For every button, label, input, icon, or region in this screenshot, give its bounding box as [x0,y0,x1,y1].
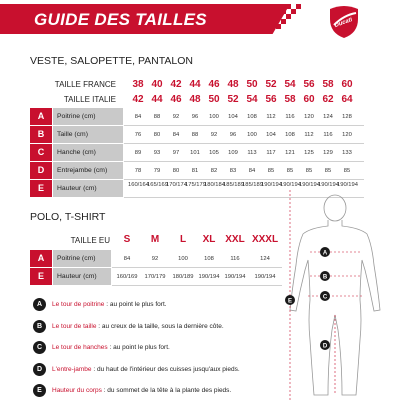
france-size: 38 [132,79,144,90]
table-cell: 124 [323,114,333,120]
table-cell: 120 [342,132,352,138]
eu-size: S [123,234,131,245]
legend-highlight: Hauteur du corps [52,387,102,394]
row-letter: E [30,268,52,285]
row-label: Hanche (cm) [53,144,123,161]
section-title-polo: POLO, T-SHIRT [30,211,106,223]
table-cell: 80 [172,168,180,174]
row-label: Poitrine (cm) [53,108,123,125]
table-cell: 108 [247,114,257,120]
table-cell: 185/189 [242,182,263,188]
table-cell: 81 [191,168,199,174]
table-cell: 96 [229,132,237,138]
table-cell: 76 [134,132,142,138]
eu-size: XXL [225,234,245,245]
table-cell: 113 [247,150,257,156]
row-letter: D [30,162,52,179]
france-size: 54 [284,79,296,90]
legend-item [52,366,240,373]
table-cell: 100 [247,132,257,138]
italie-size: 62 [322,94,334,105]
page-title: GUIDE DES TAILLES [34,10,207,29]
table-cell: 79 [153,168,161,174]
france-size: 50 [246,79,258,90]
table-cell: 190/194 [224,274,246,280]
legend-item [52,301,167,308]
svg-text:D: D [322,343,328,350]
legend-description: : au point le plus fort. [104,301,167,308]
italie-size: 64 [341,94,353,105]
france-size: 40 [151,79,163,90]
table-cell: 97 [172,150,180,156]
svg-text:A: A [322,250,328,257]
ducati-logo [326,5,362,39]
italie-size: 54 [246,94,258,105]
table-cell: 88 [153,114,161,120]
row-letter: B [30,126,52,143]
table-cell: 84 [248,168,256,174]
table-cell: 129 [323,150,333,156]
table-cell: 112 [304,132,314,138]
table-cell: 190/194 [280,182,301,188]
table-cell: 84 [123,256,131,262]
table-cell: 190/194 [198,274,220,280]
row-separator [124,179,364,180]
table-cell: 89 [134,150,142,156]
table-cell: 121 [285,150,295,156]
table-cell: 180/184 [204,182,225,188]
row-letter: C [30,144,52,161]
italie-size: 42 [132,94,144,105]
table-cell: 190/194 [299,182,320,188]
table-cell: 160/164 [128,182,149,188]
table-cell: 92 [172,114,180,120]
table-cell: 160/169 [116,274,138,280]
table-cell: 92 [210,132,218,138]
legend-badge: C [33,341,46,354]
table-cell: 93 [153,150,161,156]
table-cell: 84 [172,132,180,138]
table-cell: 170/179 [144,274,166,280]
table-cell: 83 [229,168,237,174]
table-cell: 105 [209,150,219,156]
table-cell: 190/194 [318,182,339,188]
svg-text:E: E [287,298,293,305]
table-cell: 78 [134,168,142,174]
table-cell: 85 [286,168,294,174]
legend-highlight: L'entre-jambe [52,366,92,373]
eu-size: XL [202,234,216,245]
table-cell: 117 [266,150,276,156]
italie-size-label: TAILLE ITALIE [63,95,116,104]
table-cell: 92 [151,256,159,262]
table-cell: 170/174 [166,182,187,188]
row-separator [112,285,282,286]
table-cell: 108 [285,132,295,138]
table-cell: 124 [260,256,270,262]
table-cell: 116 [323,132,333,138]
table-cell: 125 [304,150,314,156]
row-letter: A [30,250,52,267]
row-label: Poitrine (cm) [53,250,111,267]
row-label: Entrejambe (cm) [53,162,123,179]
legend-description: : au point le plus fort. [107,344,170,351]
table-cell: 128 [342,114,352,120]
svg-text:B: B [322,274,328,281]
legend-item [52,387,231,394]
legend-highlight: Le tour de hanches [52,344,108,351]
table-cell: 109 [228,150,238,156]
france-size-label: TAILLE FRANCE [54,80,116,89]
table-cell: 88 [191,132,199,138]
eu-size: M [150,234,160,245]
table-cell: 104 [266,132,276,138]
legend-badge: A [33,298,46,311]
table-cell: 165/169 [147,182,168,188]
eu-size-label: TAILLE EU [70,236,110,245]
france-size: 56 [303,79,315,90]
table-cell: 175/179 [185,182,206,188]
italie-size: 50 [208,94,220,105]
row-label: Hauteur (cm) [53,180,123,197]
table-cell: 116 [285,114,295,120]
italie-size: 48 [189,94,201,105]
table-cell: 96 [191,114,199,120]
table-cell: 101 [190,150,200,156]
body-silhouette [270,190,400,400]
italie-size: 58 [284,94,296,105]
checkered-flag-decoration [272,4,312,34]
legend-badge: E [33,384,46,397]
france-size: 52 [265,79,277,90]
legend-description: : au creux de la taille, sous la dernière côte. [96,323,224,330]
legend-item [52,323,224,330]
table-cell: 85 [267,168,275,174]
table-cell: 185/189 [223,182,244,188]
row-separator [124,125,364,126]
table-cell: 85 [324,168,332,174]
table-cell: 120 [304,114,314,120]
row-letter: E [30,180,52,197]
italie-size: 56 [265,94,277,105]
row-separator [112,267,282,268]
france-size: 60 [341,79,353,90]
svg-text:Ducati: Ducati [334,17,354,30]
italie-size: 44 [151,94,163,105]
legend-highlight: Le tour de taille [52,323,97,330]
table-cell: 190/194 [337,182,358,188]
table-cell: 80 [153,132,161,138]
table-cell: 116 [230,256,240,262]
row-separator [124,161,364,162]
table-cell: 85 [343,168,351,174]
france-size: 58 [322,79,334,90]
header [0,0,400,38]
france-size: 42 [170,79,182,90]
france-size: 48 [227,79,239,90]
france-size: 46 [208,79,220,90]
italie-size: 52 [227,94,239,105]
row-separator [124,143,364,144]
eu-size: L [179,234,187,245]
france-size: 44 [189,79,201,90]
legend-badge: D [33,363,46,376]
table-cell: 190/194 [254,274,276,280]
row-label: Hauteur (cm) [53,268,111,285]
legend-description: : du sommet de la tête à la plante des pieds. [101,387,232,394]
legend-description: : du haut de l'intérieur des cuisses jusqu'aux pieds. [91,366,240,373]
table-cell: 85 [305,168,313,174]
table-cell: 112 [266,114,276,120]
legend-highlight: Le tour de poitrine [52,301,105,308]
table-cell: 84 [134,114,142,120]
eu-size: XXXL [251,234,279,245]
table-cell: 180/189 [172,274,194,280]
section-title-veste: VESTE, SALOPETTE, PANTALON [30,55,193,67]
table-cell: 190/194 [261,182,282,188]
italie-size: 60 [303,94,315,105]
legend-badge: B [33,320,46,333]
legend-item [52,344,170,351]
svg-text:C: C [322,294,328,301]
table-cell: 100 [209,114,219,120]
table-cell: 133 [342,150,352,156]
table-cell: 108 [204,256,214,262]
table-cell: 82 [210,168,218,174]
table-cell: 104 [228,114,238,120]
row-label: Taille (cm) [53,126,123,143]
italie-size: 46 [170,94,182,105]
table-cell: 100 [178,256,188,262]
row-letter: A [30,108,52,125]
